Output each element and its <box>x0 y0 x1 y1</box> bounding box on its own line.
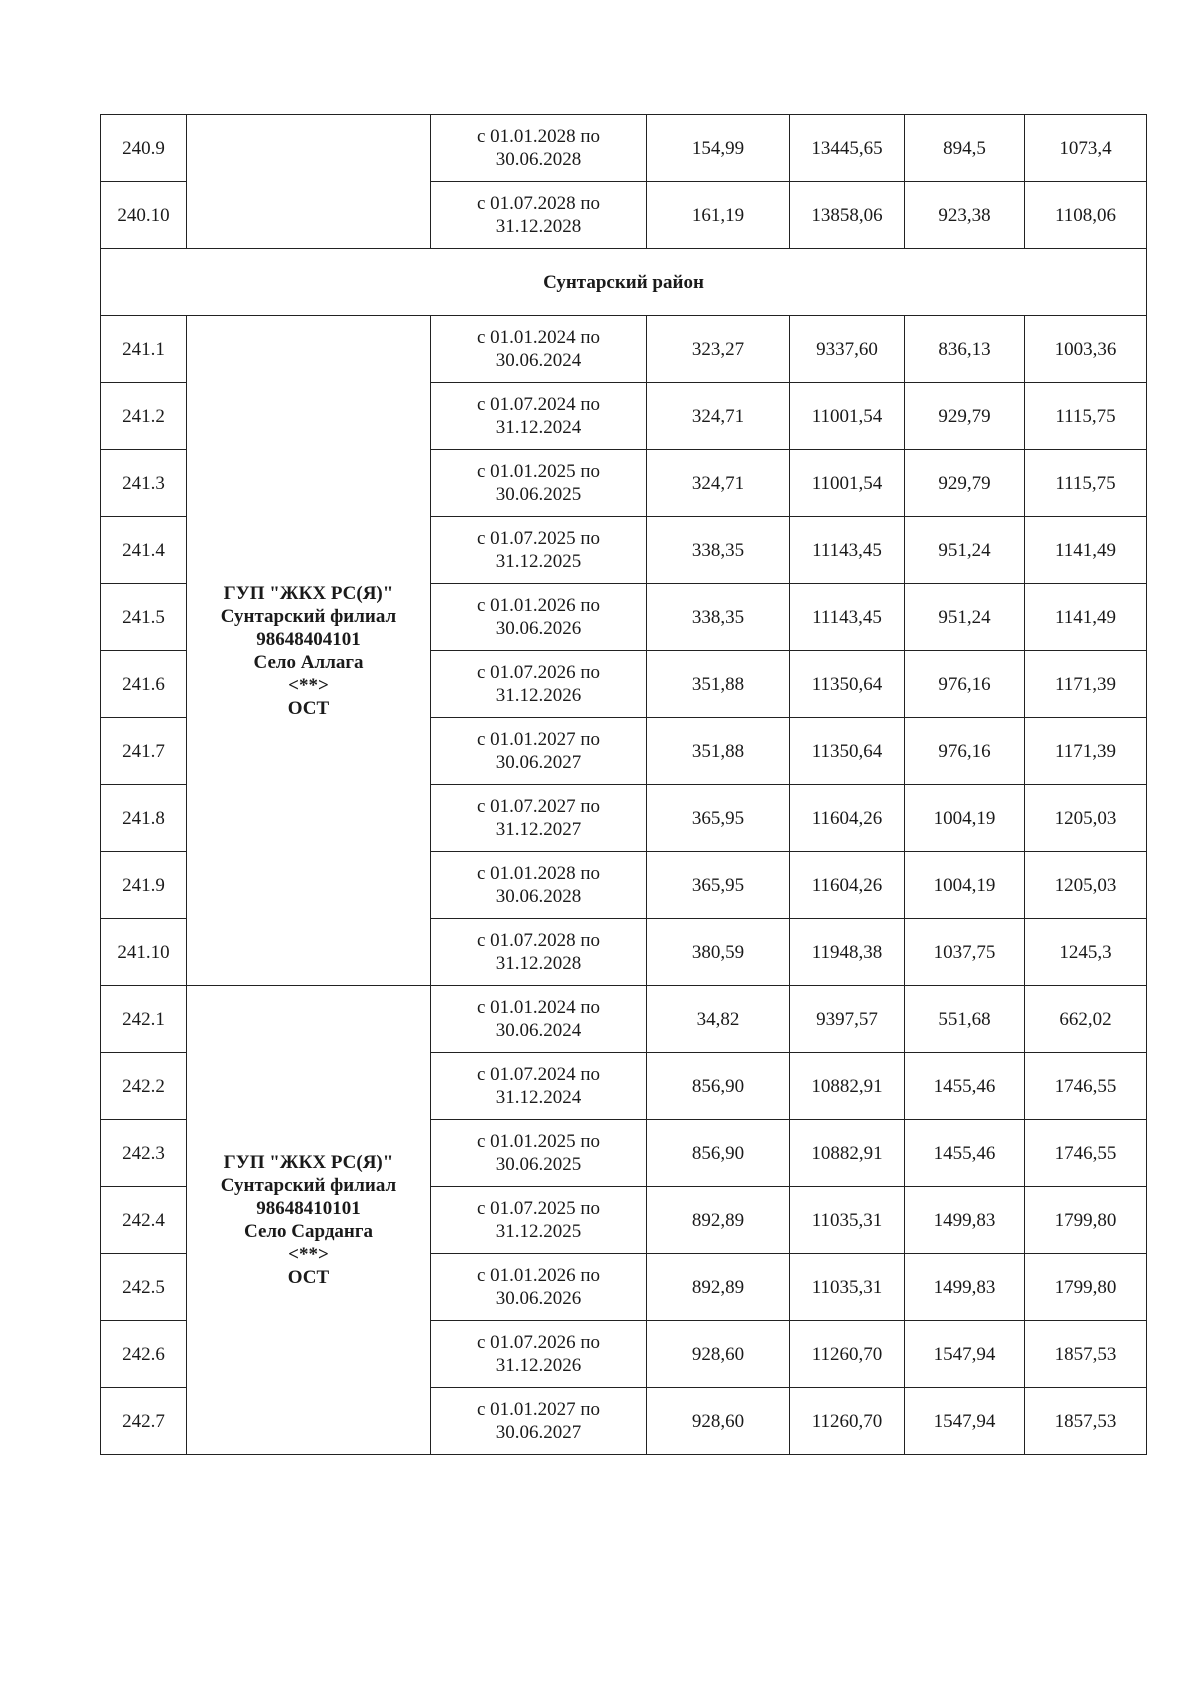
value-cell-1: 365,95 <box>647 852 790 919</box>
section-row <box>101 249 1147 316</box>
value-cell-2: 11143,45 <box>790 517 905 584</box>
row-number-cell: 241.9 <box>101 852 187 919</box>
period-cell: с 01.07.2026 по 31.12.2026 <box>431 651 647 718</box>
tariff-table <box>100 114 1147 1455</box>
value-cell-2: 10882,91 <box>790 1120 905 1187</box>
row-number-cell: 241.5 <box>101 584 187 651</box>
row-number-cell: 240.10 <box>101 182 187 249</box>
row-number-cell: 241.4 <box>101 517 187 584</box>
table-row <box>101 316 1147 383</box>
section-title: Сунтарский район <box>101 249 1147 316</box>
value-cell-3: 1455,46 <box>905 1120 1025 1187</box>
value-cell-2: 11001,54 <box>790 383 905 450</box>
value-cell-4: 1141,49 <box>1025 517 1147 584</box>
row-number-cell: 240.9 <box>101 115 187 182</box>
value-cell-2: 11260,70 <box>790 1388 905 1455</box>
value-cell-2: 11604,26 <box>790 785 905 852</box>
value-cell-1: 856,90 <box>647 1053 790 1120</box>
value-cell-2: 11350,64 <box>790 718 905 785</box>
value-cell-2: 11035,31 <box>790 1254 905 1321</box>
value-cell-1: 856,90 <box>647 1120 790 1187</box>
period-cell: с 01.01.2027 по 30.06.2027 <box>431 1388 647 1455</box>
row-number-cell: 241.2 <box>101 383 187 450</box>
row-number-cell: 242.1 <box>101 986 187 1053</box>
value-cell-4: 1799,80 <box>1025 1187 1147 1254</box>
value-cell-2: 11948,38 <box>790 919 905 986</box>
period-cell: с 01.01.2028 по 30.06.2028 <box>431 852 647 919</box>
value-cell-2: 9397,57 <box>790 986 905 1053</box>
value-cell-4: 1857,53 <box>1025 1321 1147 1388</box>
value-cell-4: 1141,49 <box>1025 584 1147 651</box>
value-cell-1: 892,89 <box>647 1254 790 1321</box>
value-cell-3: 1004,19 <box>905 785 1025 852</box>
value-cell-1: 892,89 <box>647 1187 790 1254</box>
table-body <box>101 115 1147 1455</box>
value-cell-3: 1547,94 <box>905 1321 1025 1388</box>
row-number-cell: 242.3 <box>101 1120 187 1187</box>
value-cell-1: 928,60 <box>647 1388 790 1455</box>
row-number-cell: 242.6 <box>101 1321 187 1388</box>
value-cell-4: 1245,3 <box>1025 919 1147 986</box>
value-cell-3: 976,16 <box>905 718 1025 785</box>
row-number-cell: 242.2 <box>101 1053 187 1120</box>
value-cell-1: 928,60 <box>647 1321 790 1388</box>
value-cell-4: 1073,4 <box>1025 115 1147 182</box>
organization-cell: ГУП "ЖКХ РС(Я)" Сунтарский филиал 98648410101 Село Сарданга <**> ОСТ <box>187 986 431 1455</box>
value-cell-4: 1171,39 <box>1025 651 1147 718</box>
value-cell-4: 1205,03 <box>1025 852 1147 919</box>
table-row <box>101 115 1147 182</box>
value-cell-1: 324,71 <box>647 383 790 450</box>
value-cell-4: 1108,06 <box>1025 182 1147 249</box>
value-cell-1: 365,95 <box>647 785 790 852</box>
period-cell: с 01.07.2028 по 31.12.2028 <box>431 919 647 986</box>
value-cell-2: 11035,31 <box>790 1187 905 1254</box>
value-cell-2: 10882,91 <box>790 1053 905 1120</box>
value-cell-3: 1547,94 <box>905 1388 1025 1455</box>
value-cell-4: 1115,75 <box>1025 383 1147 450</box>
value-cell-3: 951,24 <box>905 517 1025 584</box>
value-cell-4: 1115,75 <box>1025 450 1147 517</box>
value-cell-3: 923,38 <box>905 182 1025 249</box>
value-cell-3: 929,79 <box>905 383 1025 450</box>
value-cell-2: 11260,70 <box>790 1321 905 1388</box>
period-cell: с 01.07.2024 по 31.12.2024 <box>431 1053 647 1120</box>
value-cell-3: 1499,83 <box>905 1187 1025 1254</box>
value-cell-4: 1205,03 <box>1025 785 1147 852</box>
row-number-cell: 241.3 <box>101 450 187 517</box>
value-cell-1: 323,27 <box>647 316 790 383</box>
period-cell: с 01.07.2025 по 31.12.2025 <box>431 517 647 584</box>
value-cell-3: 951,24 <box>905 584 1025 651</box>
value-cell-1: 154,99 <box>647 115 790 182</box>
table-row <box>101 986 1147 1053</box>
value-cell-4: 662,02 <box>1025 986 1147 1053</box>
value-cell-2: 11143,45 <box>790 584 905 651</box>
row-number-cell: 242.4 <box>101 1187 187 1254</box>
row-number-cell: 242.7 <box>101 1388 187 1455</box>
organization-cell: ГУП "ЖКХ РС(Я)" Сунтарский филиал 98648404101 Село Аллага <**> ОСТ <box>187 316 431 986</box>
period-cell: с 01.01.2028 по 30.06.2028 <box>431 115 647 182</box>
value-cell-3: 1004,19 <box>905 852 1025 919</box>
value-cell-2: 11604,26 <box>790 852 905 919</box>
value-cell-2: 13445,65 <box>790 115 905 182</box>
value-cell-4: 1746,55 <box>1025 1053 1147 1120</box>
value-cell-3: 1499,83 <box>905 1254 1025 1321</box>
row-number-cell: 241.6 <box>101 651 187 718</box>
value-cell-1: 380,59 <box>647 919 790 986</box>
value-cell-4: 1171,39 <box>1025 718 1147 785</box>
period-cell: с 01.07.2028 по 31.12.2028 <box>431 182 647 249</box>
value-cell-3: 836,13 <box>905 316 1025 383</box>
value-cell-3: 976,16 <box>905 651 1025 718</box>
value-cell-4: 1003,36 <box>1025 316 1147 383</box>
period-cell: с 01.07.2025 по 31.12.2025 <box>431 1187 647 1254</box>
value-cell-3: 894,5 <box>905 115 1025 182</box>
row-number-cell: 242.5 <box>101 1254 187 1321</box>
value-cell-4: 1799,80 <box>1025 1254 1147 1321</box>
value-cell-2: 13858,06 <box>790 182 905 249</box>
value-cell-1: 351,88 <box>647 718 790 785</box>
period-cell: с 01.01.2024 по 30.06.2024 <box>431 986 647 1053</box>
value-cell-2: 11001,54 <box>790 450 905 517</box>
period-cell: с 01.01.2027 по 30.06.2027 <box>431 718 647 785</box>
period-cell: с 01.07.2026 по 31.12.2026 <box>431 1321 647 1388</box>
value-cell-1: 161,19 <box>647 182 790 249</box>
period-cell: с 01.07.2027 по 31.12.2027 <box>431 785 647 852</box>
value-cell-4: 1857,53 <box>1025 1388 1147 1455</box>
value-cell-1: 351,88 <box>647 651 790 718</box>
row-number-cell: 241.7 <box>101 718 187 785</box>
period-cell: с 01.01.2025 по 30.06.2025 <box>431 450 647 517</box>
value-cell-3: 1037,75 <box>905 919 1025 986</box>
period-cell: с 01.01.2026 по 30.06.2026 <box>431 584 647 651</box>
value-cell-4: 1746,55 <box>1025 1120 1147 1187</box>
value-cell-1: 338,35 <box>647 517 790 584</box>
value-cell-3: 551,68 <box>905 986 1025 1053</box>
row-number-cell: 241.1 <box>101 316 187 383</box>
value-cell-1: 338,35 <box>647 584 790 651</box>
value-cell-1: 324,71 <box>647 450 790 517</box>
value-cell-2: 9337,60 <box>790 316 905 383</box>
period-cell: с 01.01.2025 по 30.06.2025 <box>431 1120 647 1187</box>
organization-cell <box>187 115 431 249</box>
period-cell: с 01.07.2024 по 31.12.2024 <box>431 383 647 450</box>
row-number-cell: 241.8 <box>101 785 187 852</box>
value-cell-3: 929,79 <box>905 450 1025 517</box>
value-cell-2: 11350,64 <box>790 651 905 718</box>
value-cell-1: 34,82 <box>647 986 790 1053</box>
row-number-cell: 241.10 <box>101 919 187 986</box>
value-cell-3: 1455,46 <box>905 1053 1025 1120</box>
period-cell: с 01.01.2026 по 30.06.2026 <box>431 1254 647 1321</box>
period-cell: с 01.01.2024 по 30.06.2024 <box>431 316 647 383</box>
